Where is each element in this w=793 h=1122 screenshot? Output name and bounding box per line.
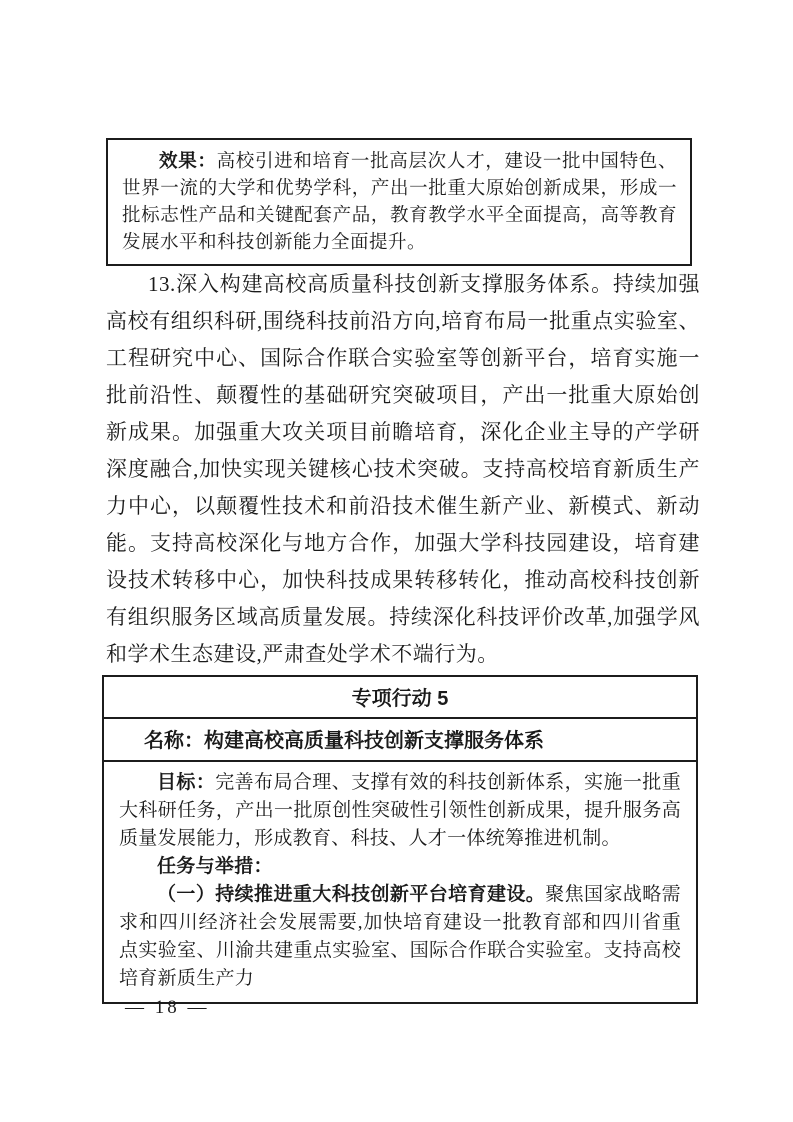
name-value: 构建高校高质量科技创新支撑服务体系 bbox=[204, 730, 544, 752]
paragraph-13: 13.深入构建高校高质量科技创新支撑服务体系。持续加强高校有组织科研,围绕科技前沿方向,培育布局一批重点实验室、工程研究中心、国际合作联合实验室等创新平台，培育实施一批前沿性、颠覆性的基础研究突破项目，产出一批重大原始创新成果。加强重大攻关项目前瞻培育，深化企业主导的产学研深度融合,加快实现关键核心技术突破。支持高校培育新质生产力中心，以颠覆性技术和前沿技术催生新产业、新模式、新动能。支持高校深化与地方合作，加强大学科技园建设，培育建设技术转移中心，加快科技成果转移转化，推动高校科技创新有组织服务区域高质量发展。持续深化科技评价改革,加强学风和学术生态建设,严肃查处学术不端行为。 bbox=[106, 272, 700, 666]
effect-paragraph bbox=[122, 147, 677, 257]
table-row-name bbox=[103, 718, 697, 761]
table-row-body bbox=[103, 761, 697, 1003]
goal-paragraph bbox=[119, 769, 681, 853]
effect-box bbox=[106, 138, 692, 266]
page-number: — 18 — bbox=[125, 997, 210, 1018]
effect-label: 效果： bbox=[159, 150, 217, 171]
task1-text: 聚焦国家战略需求和四川经济社会发展需要,加快培育建设一批教育部和四川省重点实验室、川渝共建重点实验室、国际合作联合实验室。支持高校培育新质生产力 bbox=[119, 884, 681, 989]
table-row-title bbox=[103, 676, 697, 718]
special-action-title: 专项行动 5 bbox=[351, 687, 449, 710]
name-label: 名称： bbox=[144, 730, 204, 752]
task1-paragraph bbox=[119, 881, 681, 993]
goal-label: 目标： bbox=[157, 772, 216, 793]
special-action-table bbox=[102, 675, 698, 1004]
tasks-heading bbox=[119, 853, 681, 881]
goal-text: 完善布局合理、支撑有效的科技创新体系，实施一批重大科研任务，产出一批原创性突破性引领性创新成果，提升服务高质量发展能力，形成教育、科技、人才一体统筹推进机制。 bbox=[119, 772, 681, 849]
effect-text: 高校引进和培育一批高层次人才，建设一批中国特色、世界一流的大学和优势学科，产出一批重大原始创新成果，形成一批标志性产品和关键配套产品，教育教学水平全面提高，高等教育发展水平和科技创新能力全面提升。 bbox=[122, 152, 677, 253]
tasks-label: 任务与举措： bbox=[157, 856, 273, 877]
task1-label: （一）持续推进重大科技创新平台培育建设。 bbox=[157, 884, 546, 905]
